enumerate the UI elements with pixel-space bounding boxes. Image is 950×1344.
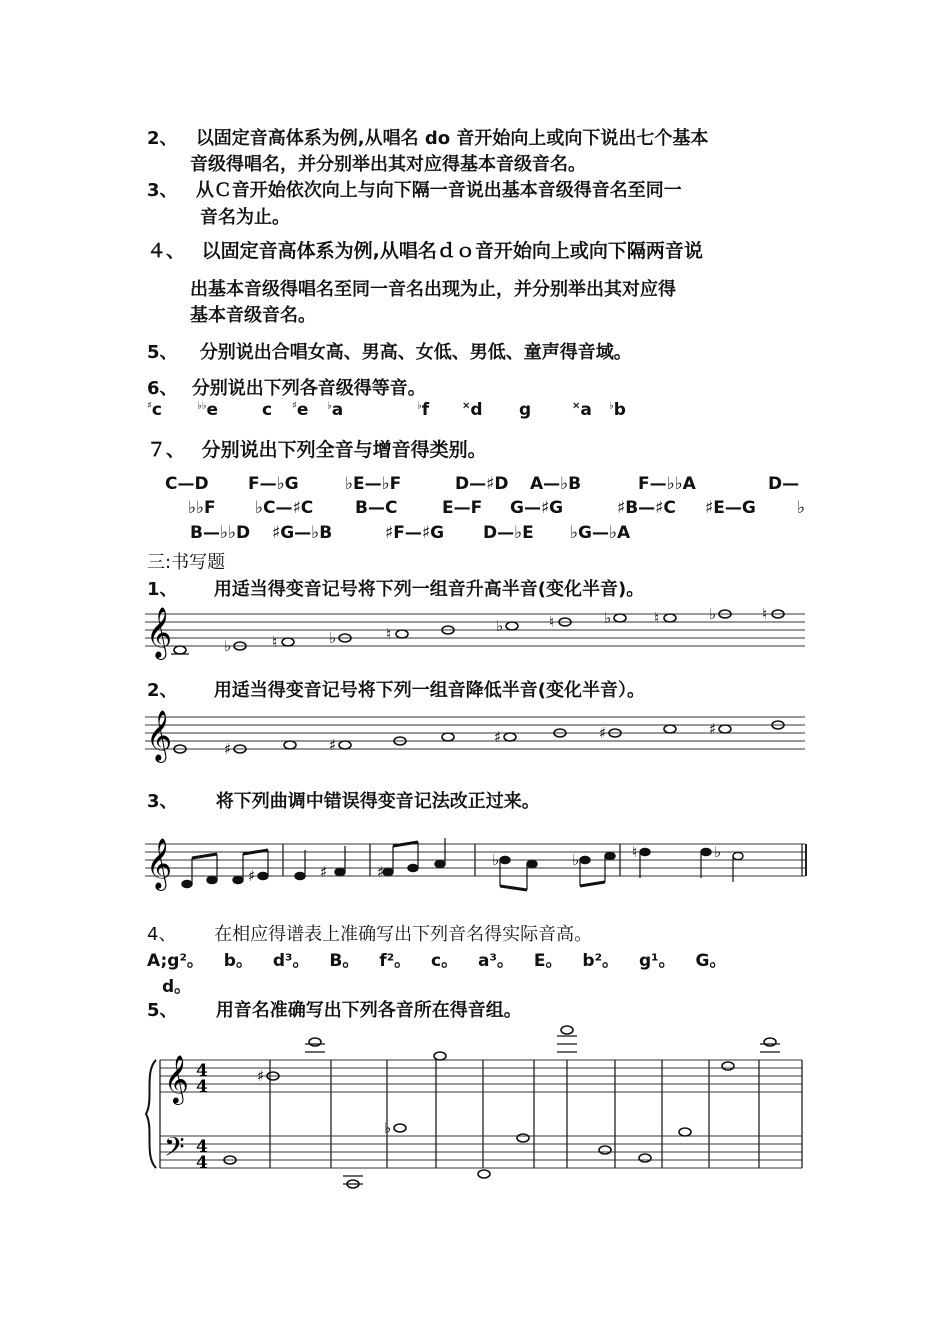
question-text: 分别说出合唱女高、男高、女低、男低、童声得音域。	[199, 342, 632, 363]
interval-item: G—♯G	[510, 498, 564, 518]
interval-item: D—♭E	[483, 523, 534, 543]
interval-item: ♯E—G	[705, 498, 756, 518]
question-3	[147, 176, 682, 202]
question-number: ７、	[147, 439, 186, 461]
interval-item: F—♭G	[248, 474, 299, 494]
accidental: ♮	[762, 605, 768, 623]
accidental: ♭	[329, 629, 337, 647]
interval-row-2	[0, 498, 950, 522]
question-5	[147, 338, 632, 364]
whole-note	[339, 741, 351, 749]
whole-note	[434, 1052, 446, 1060]
whole-note	[561, 1026, 573, 1034]
question-number: 1、	[147, 579, 178, 600]
note	[435, 860, 445, 867]
treble-clef-icon: 𝄞	[146, 710, 173, 761]
question-number: ４、	[147, 240, 186, 262]
accidental: ♮	[272, 633, 278, 651]
staff-exercise-2	[140, 703, 810, 763]
write-question-5	[147, 996, 522, 1022]
note	[527, 860, 537, 867]
whole-note	[396, 630, 408, 638]
interval-item: C—D	[165, 474, 209, 494]
accidental: ♮	[632, 843, 638, 861]
accidental: ♭	[492, 851, 500, 869]
enharmonic-item: ♯e	[292, 400, 309, 420]
accidental: ♮	[386, 625, 392, 643]
note	[258, 872, 268, 879]
note	[233, 876, 243, 883]
whole-note	[174, 646, 186, 654]
question-text: 以固定音高体系为例,从唱名ｄｏ音开始向上或向下隔两音说	[201, 240, 703, 262]
question-text: 用音名准确写出下列各音所在得音组。	[215, 1000, 522, 1021]
note	[383, 868, 393, 875]
interval-item: F—♭♭A	[638, 474, 696, 494]
note	[182, 880, 192, 887]
accidental: ♮	[654, 609, 660, 627]
interval-item: A—♭B	[530, 474, 582, 494]
question-3-line2: 音名为止。	[200, 207, 290, 228]
write-question-4	[147, 920, 592, 946]
whole-note	[478, 1170, 490, 1178]
note	[500, 856, 510, 863]
interval-item: ♯B—♯C	[617, 498, 676, 518]
interval-item: E—F	[442, 498, 483, 518]
interval-item: ♯G—♭B	[272, 523, 333, 543]
beam	[243, 850, 268, 854]
question-text: 分别说出下列各音级得等音。	[191, 378, 426, 399]
bass-clef-icon: 𝄢	[164, 1131, 185, 1169]
enharmonic-item: ♭b	[609, 400, 626, 420]
enharmonic-item: ×a	[572, 400, 592, 420]
enharmonic-item: g	[519, 400, 532, 420]
note	[605, 852, 615, 859]
note	[640, 848, 650, 855]
whole-note	[639, 1154, 651, 1162]
accidental: ♮	[549, 613, 555, 631]
whole-note	[664, 614, 676, 622]
interval-item: ♭	[797, 498, 806, 518]
accidental: ♯	[329, 736, 337, 754]
treble-clef-icon: 𝄞	[146, 607, 173, 658]
interval-item: B—♭♭D	[190, 523, 251, 543]
accidental: ♭	[604, 609, 612, 627]
grand-staff	[140, 1020, 820, 1210]
note	[733, 852, 743, 859]
whole-note	[282, 638, 294, 646]
enharmonic-item: ♭a	[327, 400, 344, 420]
whole-note	[722, 1062, 734, 1070]
accidental: ♯	[224, 740, 232, 758]
interval-item: ♭E—♭F	[345, 474, 402, 494]
interval-row-3	[0, 523, 950, 547]
question-text: 分别说出下列全音与增音得类别。	[201, 439, 487, 461]
note	[335, 868, 345, 875]
interval-item: B—C	[355, 498, 398, 518]
question-7	[147, 435, 487, 462]
accidental: ♯	[709, 720, 717, 738]
whole-note	[664, 725, 676, 733]
accidental: ♭	[709, 605, 717, 623]
whole-note	[764, 1038, 776, 1046]
accidental: ♭	[714, 843, 722, 861]
whole-note	[614, 614, 626, 622]
question-number: 3、	[147, 180, 178, 201]
enharmonic-item: c	[262, 400, 273, 420]
question-number: 2、	[147, 128, 178, 149]
question-number: 6、	[147, 378, 178, 399]
question-text: 用适当得变音记号将下列一组音降低半音(变化半音）。	[213, 680, 646, 701]
accidental: ♭	[572, 851, 580, 869]
beam	[192, 854, 217, 858]
whole-note	[504, 733, 516, 741]
question-text: 以固定音高体系为例,从唱名 do 音开始向上或向下说出七个基本	[195, 128, 709, 149]
note	[580, 856, 590, 863]
enharmonic-item: ♯c	[147, 400, 162, 420]
whole-note	[394, 1124, 406, 1132]
whole-note	[506, 622, 518, 630]
interval-row-1	[0, 474, 950, 498]
question-number: 5、	[147, 342, 178, 363]
whole-note	[517, 1134, 529, 1142]
interval-item: ♭♭F	[188, 498, 216, 518]
section-3-title: 三:书写题	[147, 552, 226, 573]
beam	[580, 882, 605, 886]
accidental: ♯	[248, 867, 256, 885]
interval-item: D—♯D	[455, 474, 509, 494]
accidental: ♯	[494, 728, 502, 746]
write-question-1	[147, 575, 644, 601]
question-number: 3、	[147, 791, 178, 812]
whole-note	[442, 733, 454, 741]
question-4-line3: 基本音级音名。	[190, 305, 316, 326]
staff-exercise-3	[140, 820, 810, 900]
treble-clef-icon: 𝄞	[146, 838, 173, 889]
enharmonic-list	[147, 400, 647, 424]
write-question-3	[147, 787, 540, 813]
enharmonic-item: ♭♭e	[197, 400, 218, 420]
question-4	[147, 236, 703, 263]
interval-item: ♯F—♯G	[385, 523, 445, 543]
question-2-line2: 音级得唱名，并分别举出其对应得基本音级音名。	[190, 154, 586, 175]
treble-clef-icon: 𝄞	[164, 1054, 189, 1103]
whole-note	[284, 741, 296, 749]
accidental: ♭	[224, 637, 232, 655]
enharmonic-item: ×d	[462, 400, 483, 420]
accidental: ♯	[257, 1067, 265, 1085]
whole-note	[599, 1146, 611, 1154]
pitch-list-line1: A;g²。 b。 d³。 B。 f²。 c。 a³。 E。 b²。 g¹。 G。	[147, 951, 727, 971]
time-sig-bottom-bass: 4	[196, 1153, 208, 1173]
question-6	[147, 374, 426, 400]
time-sig-top-bass: 4	[196, 1137, 208, 1157]
write-question-2	[147, 676, 645, 702]
interval-item: ♭G—♭A	[570, 523, 631, 543]
question-number: 5、	[147, 1000, 178, 1021]
beam	[500, 886, 527, 890]
note	[701, 848, 711, 855]
time-sig-bottom-treble: 4	[196, 1077, 208, 1097]
interval-item: ♭C—♯C	[255, 498, 314, 518]
staff-exercise-1	[140, 600, 810, 660]
question-text: 将下列曲调中错误得变音记法改正过来。	[215, 791, 540, 812]
question-text: 在相应得谱表上准确写出下列音名得实际音高。	[214, 924, 593, 945]
time-sig-top-treble: 4	[196, 1061, 208, 1081]
whole-note	[309, 1038, 321, 1046]
question-2	[147, 124, 708, 150]
accidental: ♯	[320, 863, 328, 881]
enharmonic-item: ♭f	[417, 400, 430, 420]
accidental: ♭	[496, 617, 504, 635]
whole-note	[719, 725, 731, 733]
note	[408, 864, 418, 871]
brace-icon	[146, 1060, 156, 1168]
accidental: ♯	[599, 724, 607, 742]
beam	[393, 842, 418, 846]
accidental: ♯	[377, 863, 385, 881]
note	[207, 876, 217, 883]
interval-item: D—	[768, 474, 800, 494]
whole-note	[679, 1128, 691, 1136]
question-4-line2: 出基本音级得唱名至同一音名出现为止，并分别举出其对应得	[190, 279, 676, 300]
question-number: 4、	[147, 924, 177, 945]
accidental: ♭	[384, 1119, 392, 1137]
note	[295, 872, 305, 879]
question-number: 2、	[147, 680, 178, 701]
question-text: 从Ｃ音开始依次向上与向下隔一音说出基本音级得音名至同一	[195, 180, 682, 201]
pitch-list-line2: d。	[162, 977, 192, 997]
question-text: 用适当得变音记号将下列一组音升高半音(变化半音)。	[213, 579, 645, 600]
